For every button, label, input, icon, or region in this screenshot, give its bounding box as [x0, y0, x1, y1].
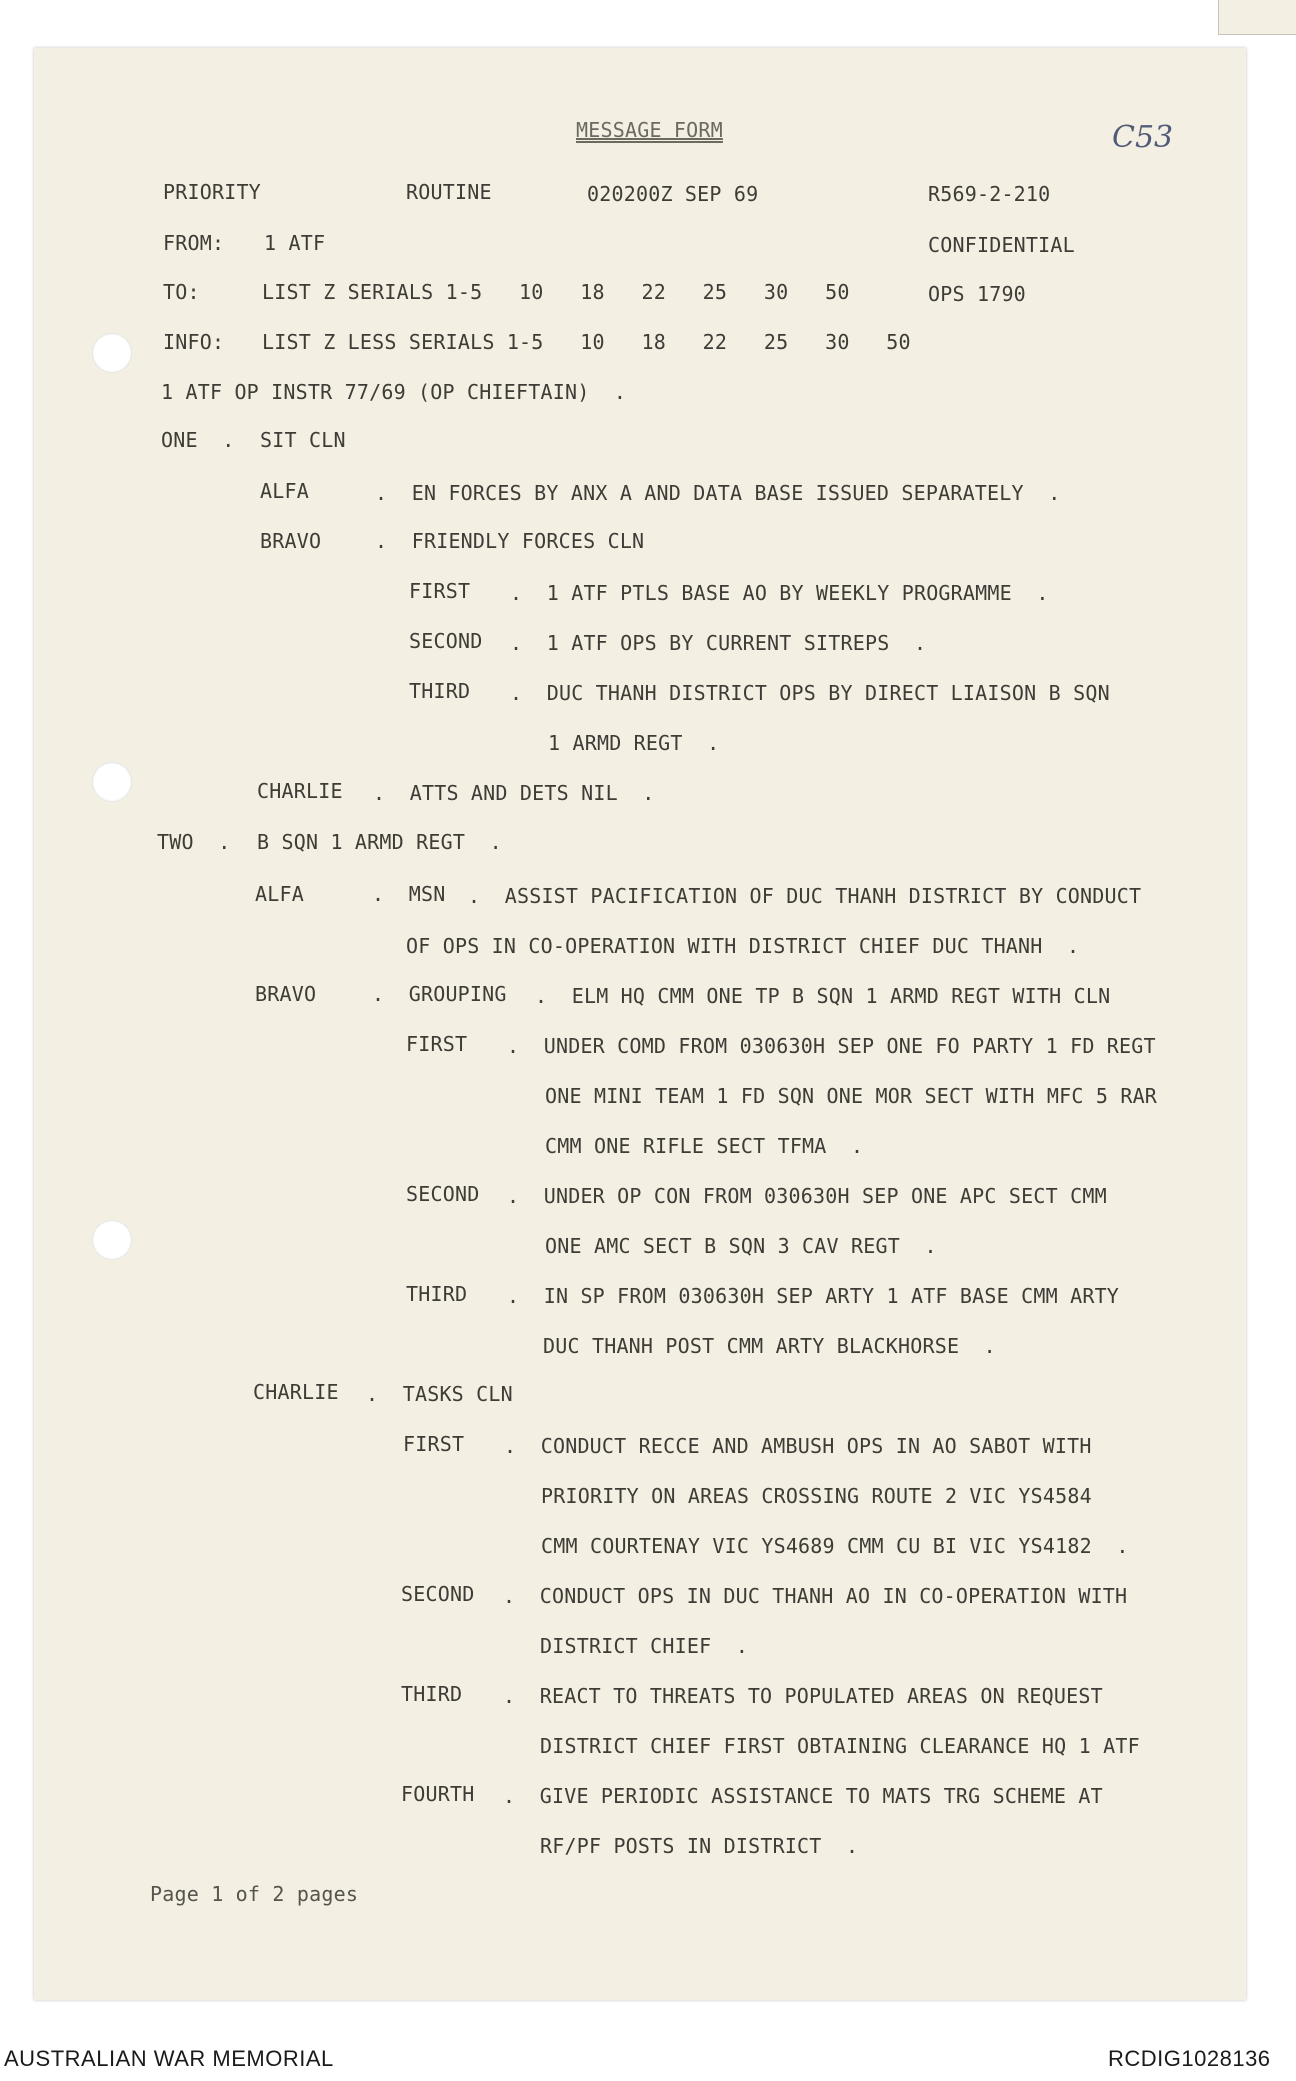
para-two-bravo-second-text: . UNDER OP CON FROM 030630H SEP ONE APC SECT CMM	[507, 1184, 1107, 1208]
para-two-charlie-first-text-cont: CMM COURTENAY VIC YS4689 CMM CU BI VIC YS4182 .	[541, 1534, 1129, 1558]
para-one-bravo-first-label: FIRST	[409, 579, 471, 603]
para-two-charlie-third-text-cont: DISTRICT CHIEF FIRST OBTAINING CLEARANCE HQ 1 ATF	[540, 1734, 1140, 1758]
para-two-bravo-first-label: FIRST	[406, 1032, 468, 1056]
archive-institution: AUSTRALIAN WAR MEMORIAL	[4, 2046, 334, 2071]
para-two-bravo-third-text-cont: DUC THANH POST CMM ARTY BLACKHORSE .	[543, 1334, 996, 1358]
para-one-text: SIT CLN	[260, 428, 346, 452]
para-two-bravo-third-label: THIRD	[406, 1282, 468, 1306]
form-title: MESSAGE FORM	[576, 118, 723, 142]
to-label: TO:	[163, 280, 200, 304]
para-two-charlie-second-text: . CONDUCT OPS IN DUC THANH AO IN CO-OPERATION WITH	[503, 1584, 1128, 1608]
para-one-bravo-text: . FRIENDLY FORCES CLN	[375, 529, 645, 553]
para-one-bravo-third-label: THIRD	[409, 679, 471, 703]
para-two-bravo-second-label: SECOND	[406, 1182, 480, 1206]
para-two-bravo-first-text-cont: CMM ONE RIFLE SECT TFMA .	[545, 1134, 864, 1158]
from-label: FROM:	[163, 231, 225, 255]
para-one-bravo-third-text: . DUC THANH DISTRICT OPS BY DIRECT LIAISON B SQN	[510, 681, 1110, 705]
para-two-bravo-second-text-cont: ONE AMC SECT B SQN 3 CAV REGT .	[545, 1234, 937, 1258]
date-time-group: 020200Z SEP 69	[587, 182, 759, 206]
para-one-alfa-text: . EN FORCES BY ANX A AND DATA BASE ISSUED SEPARATELY .	[375, 481, 1061, 505]
underlying-page-edge	[1218, 0, 1296, 35]
para-two-label: TWO .	[157, 830, 231, 854]
para-two-charlie-text: . TASKS CLN	[366, 1382, 513, 1406]
para-one-alfa-label: ALFA	[260, 479, 309, 503]
para-one-charlie-label: CHARLIE	[257, 779, 343, 803]
punch-hole	[92, 762, 132, 802]
para-two-charlie-second-text-cont: DISTRICT CHIEF .	[540, 1634, 749, 1658]
from-value: 1 ATF	[264, 231, 326, 255]
para-one-bravo-second-label: SECOND	[409, 629, 483, 653]
para-two-bravo-first-text: . UNDER COMD FROM 030630H SEP ONE FO PARTY 1 FD REGT	[507, 1034, 1156, 1058]
para-two-alfa-sub: . MSN	[372, 882, 446, 906]
para-two-charlie-label: CHARLIE	[253, 1380, 339, 1404]
para-two-alfa-label: ALFA	[255, 882, 304, 906]
file-reference: R569-2-210	[928, 182, 1051, 206]
page-footer: Page 1 of 2 pages	[150, 1882, 359, 1906]
para-two-charlie-third-text: . REACT TO THREATS TO POPULATED AREAS ON REQUEST	[503, 1684, 1103, 1708]
para-two-bravo-label: BRAVO	[255, 982, 317, 1006]
para-two-alfa-text-cont: OF OPS IN CO-OPERATION WITH DISTRICT CHIEF DUC THANH .	[406, 934, 1080, 958]
para-two-bravo-text: . ELM HQ CMM ONE TP B SQN 1 ARMD REGT WITH CLN	[535, 984, 1111, 1008]
para-two-charlie-second-label: SECOND	[401, 1582, 475, 1606]
priority-label: PRIORITY	[163, 180, 261, 204]
info-value: LIST Z LESS SERIALS 1-5 10 18 22 25 30 50	[262, 330, 911, 354]
subject-line: 1 ATF OP INSTR 77/69 (OP CHIEFTAIN) .	[161, 380, 627, 404]
handwritten-reference: C53	[1112, 120, 1174, 155]
para-one-bravo-first-text: . 1 ATF PTLS BASE AO BY WEEKLY PROGRAMME .	[510, 581, 1049, 605]
para-one-label: ONE .	[161, 428, 235, 452]
para-two-alfa-text: . ASSIST PACIFICATION OF DUC THANH DISTRICT BY CONDUCT	[468, 884, 1142, 908]
classification: CONFIDENTIAL	[928, 233, 1075, 257]
para-two-bravo-first-text-cont: ONE MINI TEAM 1 FD SQN ONE MOR SECT WITH MFC 5 RAR	[545, 1084, 1158, 1108]
para-two-charlie-fourth-text: . GIVE PERIODIC ASSISTANCE TO MATS TRG SCHEME AT	[503, 1784, 1103, 1808]
para-two-charlie-first-text: . CONDUCT RECCE AND AMBUSH OPS IN AO SABOT WITH	[504, 1434, 1092, 1458]
punch-hole	[92, 1220, 132, 1260]
info-label: INFO:	[163, 330, 225, 354]
para-two-bravo-sub: . GROUPING	[372, 982, 507, 1006]
para-one-bravo-label: BRAVO	[260, 529, 322, 553]
ops-number: OPS 1790	[928, 282, 1026, 306]
para-two-charlie-fourth-label: FOURTH	[401, 1782, 475, 1806]
para-two-charlie-first-label: FIRST	[403, 1432, 465, 1456]
para-two-charlie-first-text-cont: PRIORITY ON AREAS CROSSING ROUTE 2 VIC YS4584	[541, 1484, 1092, 1508]
para-two-text: B SQN 1 ARMD REGT .	[257, 830, 502, 854]
para-one-bravo-third-text-cont: 1 ARMD REGT .	[548, 731, 720, 755]
para-two-charlie-fourth-text-cont: RF/PF POSTS IN DISTRICT .	[540, 1834, 859, 1858]
para-two-charlie-third-label: THIRD	[401, 1682, 463, 1706]
punch-hole	[92, 333, 132, 373]
para-two-bravo-third-text: . IN SP FROM 030630H SEP ARTY 1 ATF BASE CMM ARTY	[507, 1284, 1120, 1308]
para-one-bravo-second-text: . 1 ATF OPS BY CURRENT SITREPS .	[510, 631, 927, 655]
archive-item-id: RCDIG1028136	[1108, 2046, 1271, 2071]
priority-value: ROUTINE	[406, 180, 492, 204]
para-one-charlie-text: . ATTS AND DETS NIL .	[373, 781, 655, 805]
to-value: LIST Z SERIALS 1-5 10 18 22 25 30 50	[262, 280, 850, 304]
